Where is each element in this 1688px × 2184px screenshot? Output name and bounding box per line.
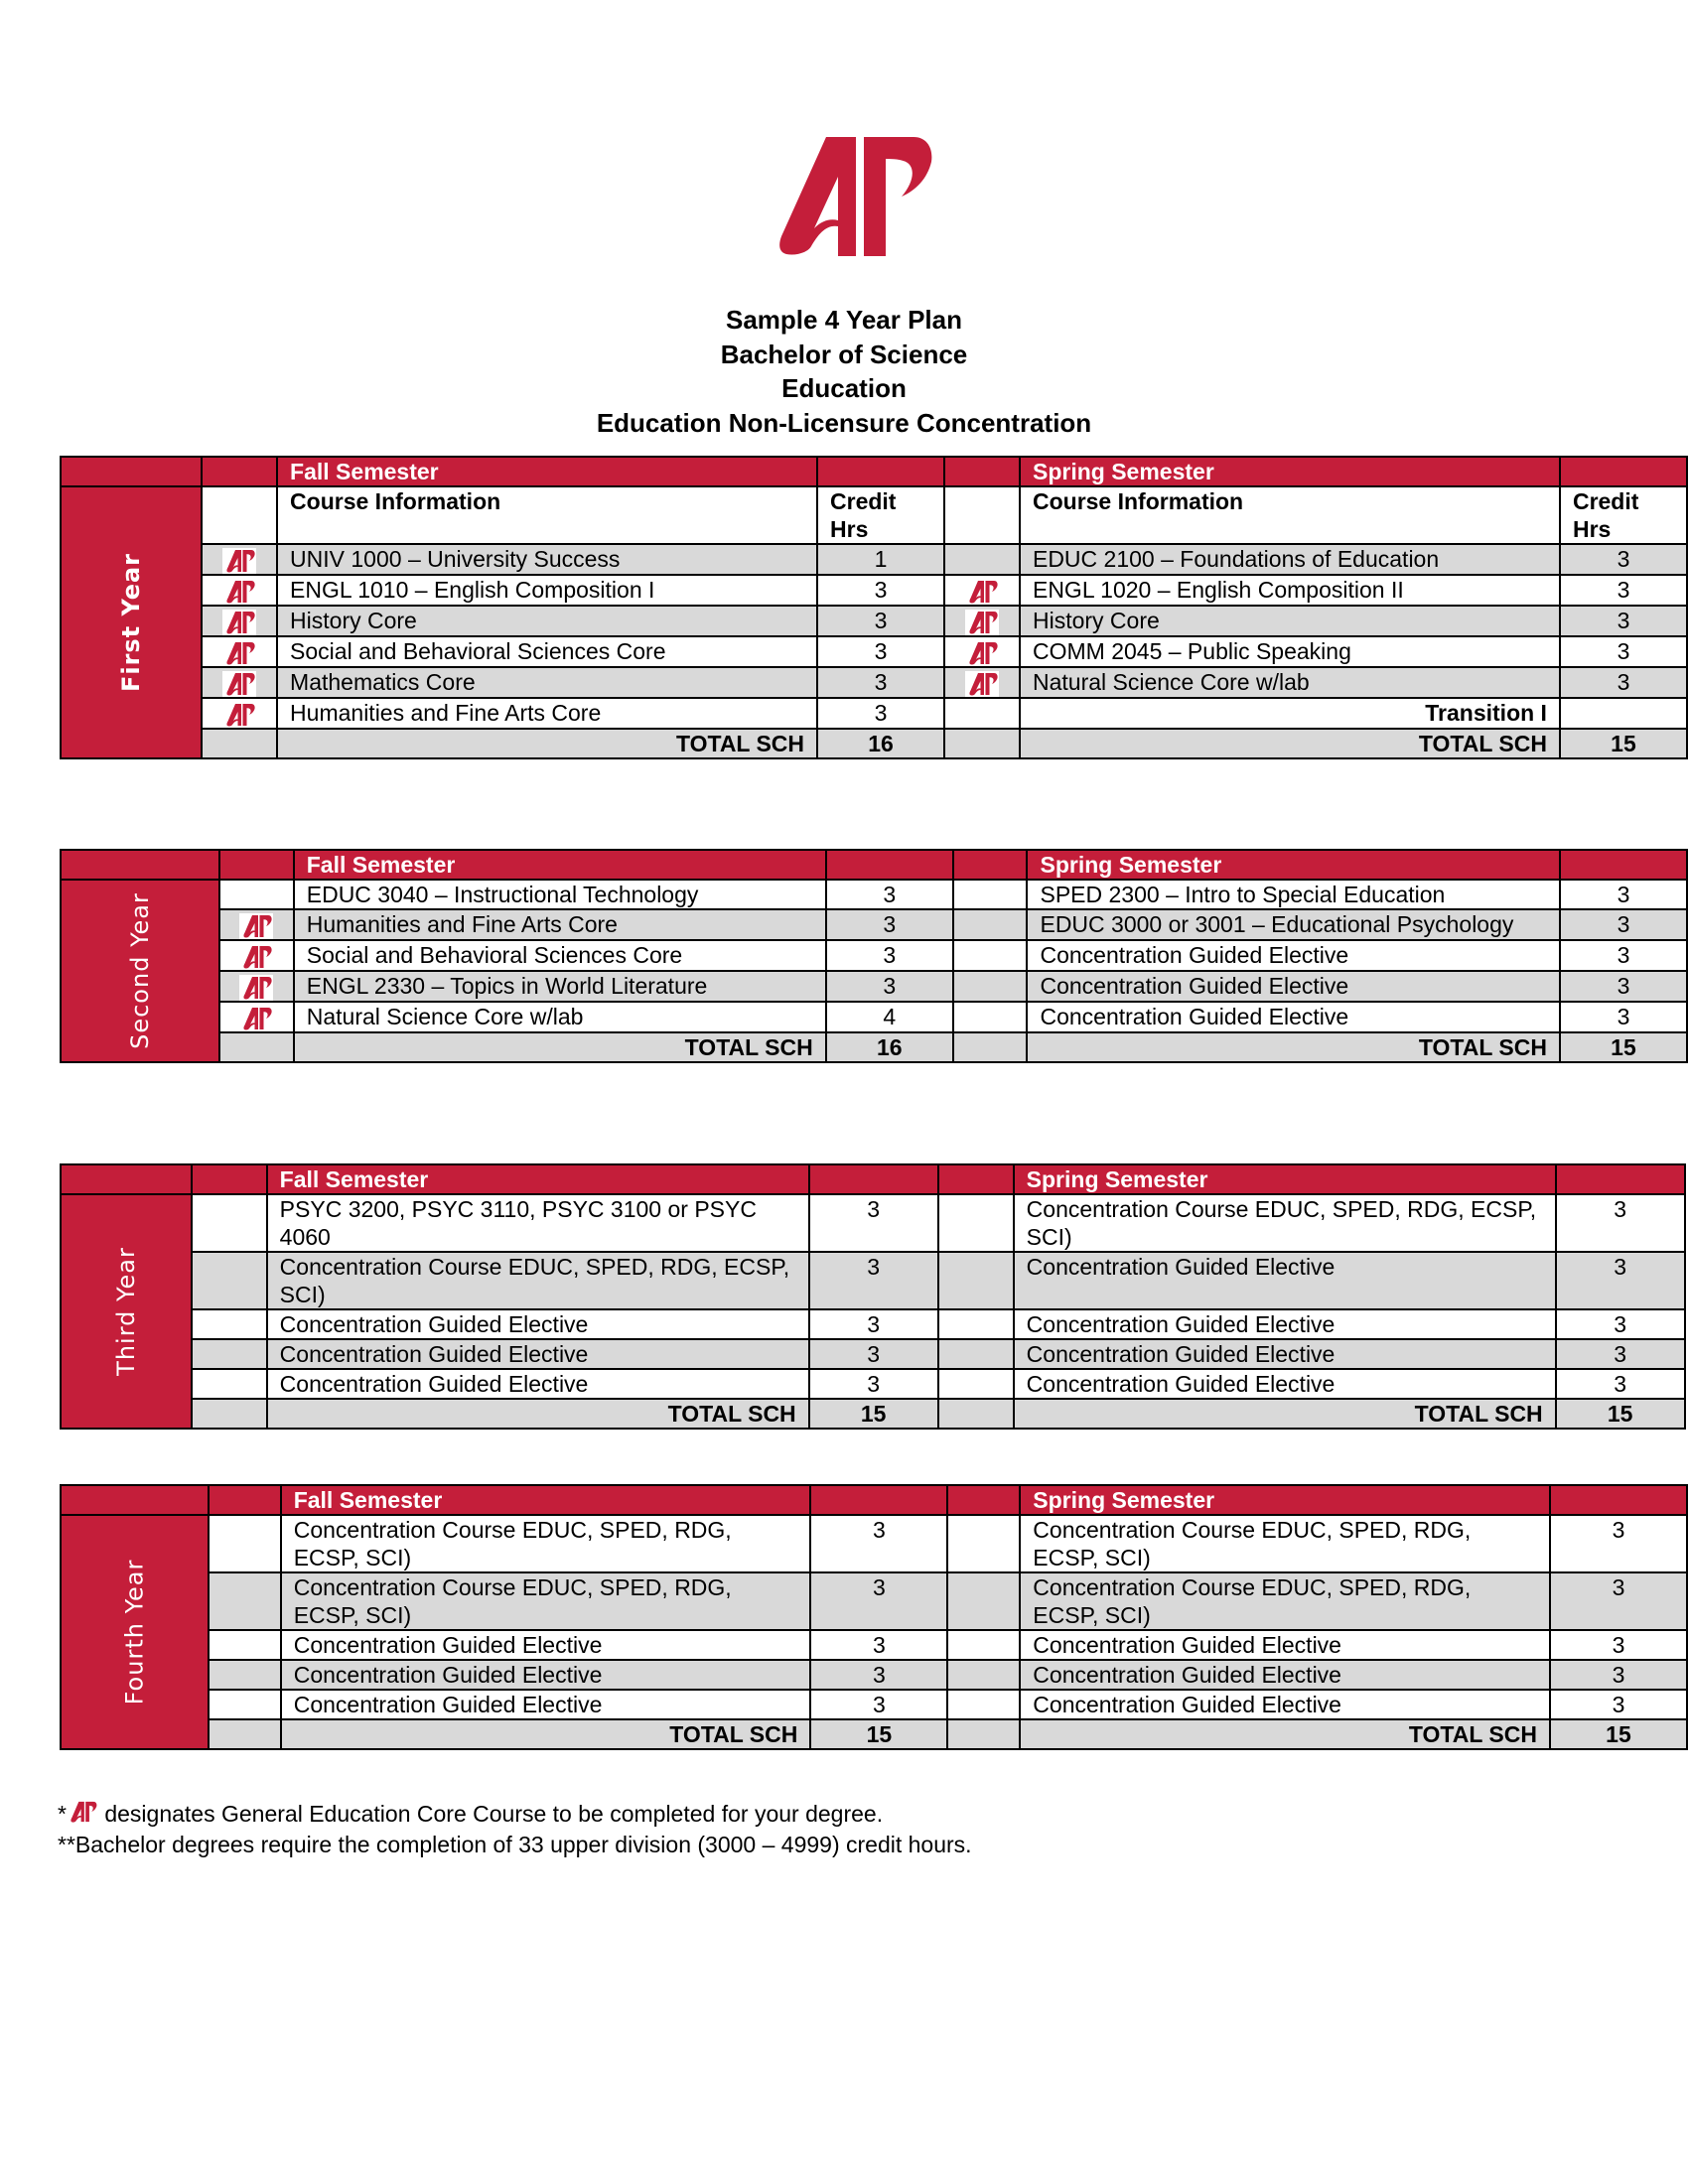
spring-course-name: Concentration Guided Elective [1027,1002,1559,1032]
total-row [61,1032,1687,1062]
spring-credit-header-cell [1560,850,1687,880]
ap-core-icon [239,975,273,1001]
fall-course-name: Humanities and Fine Arts Core [294,909,826,940]
fall-core-marker-cell [209,1572,281,1630]
course-row [61,1630,1687,1660]
fall-core-marker-cell [209,1630,281,1660]
fall-credit-header-cell [826,850,953,880]
course-row [61,971,1687,1002]
course-row [61,1339,1685,1369]
footnote-core-text: designates General Education Core Course to be completed for your degree. [97,1801,884,1827]
fall-course-credits: 3 [809,1369,938,1399]
course-row [61,698,1687,729]
course-row [61,1515,1687,1572]
course-row [61,575,1687,606]
document-title [0,303,1688,440]
spring-course-credits: 3 [1560,1002,1687,1032]
spring-total-credits: 15 [1556,1399,1685,1429]
semester-header-row [61,850,1687,880]
column-header-row [61,486,1687,544]
fall-total-label: TOTAL SCH [294,1032,826,1062]
fall-course-name: ENGL 2330 – Topics in World Literature [294,971,826,1002]
total-row [61,1399,1685,1429]
course-row [61,940,1687,971]
spring-course-credits: 3 [1550,1572,1687,1630]
fall-core-marker-cell [192,1194,267,1252]
spring-course-credits: 3 [1560,575,1687,606]
fall-course-name: Mathematics Core [277,667,817,698]
fall-course-credits: 3 [810,1660,947,1690]
spring-core-marker-cell [947,1660,1020,1690]
icon-col-header [202,486,277,544]
spring-credit-header-cell [1560,457,1687,486]
icon-header-cell [219,850,294,880]
spring-course-name: Concentration Guided Elective [1027,971,1559,1002]
course-row [61,667,1687,698]
year-table-2 [60,849,1688,1063]
icon-header-cell [953,850,1028,880]
year-label-cell [61,1515,209,1749]
fall-course-info-header: Course Information [277,486,817,544]
year-label: First Year [117,552,146,692]
fall-core-marker-cell [219,880,294,909]
title-plan: Sample 4 Year Plan [726,305,962,335]
spring-core-marker-cell [944,698,1020,729]
fall-course-credits: 3 [826,971,953,1002]
course-row [61,1369,1685,1399]
spring-course-credits: 3 [1556,1194,1685,1252]
year-label-cell [61,1194,192,1429]
fall-core-marker-cell [202,698,277,729]
fall-course-name: Concentration Guided Elective [267,1309,809,1339]
spring-core-marker-cell [938,1194,1014,1252]
footnote-asterisk: * [58,1801,67,1827]
fall-total-credits: 15 [809,1399,938,1429]
spring-course-credits: 3 [1556,1369,1685,1399]
year-label-cell [61,486,202,758]
spring-course-name: Concentration Course EDUC, SPED, RDG, ECSP, SCI) [1020,1515,1550,1572]
semester-header-row [61,1485,1687,1515]
spring-course-credits: 3 [1560,544,1687,575]
spring-core-marker-cell [944,667,1020,698]
course-row [61,1309,1685,1339]
footnote-upper-division: **Bachelor degrees require the completion of 33 upper division (3000 – 4999) credit hours. [58,1832,972,1857]
icon-header-cell [202,457,277,486]
year-label: Fourth Year [120,1559,149,1706]
spring-core-marker-cell [944,606,1020,636]
year-label-cell [61,880,219,1062]
fall-core-marker-cell [202,575,277,606]
spring-course-name: Concentration Guided Elective [1020,1690,1550,1719]
spring-course-name: History Core [1020,606,1560,636]
fall-core-marker-cell [219,1002,294,1032]
fall-course-name: ENGL 1010 – English Composition I [277,575,817,606]
fall-course-name: History Core [277,606,817,636]
spring-course-name: Concentration Guided Elective [1027,940,1559,971]
spring-course-credits: 3 [1550,1515,1687,1572]
fall-course-credits: 3 [826,940,953,971]
spring-course-name: Concentration Guided Elective [1014,1339,1556,1369]
course-row [61,909,1687,940]
fall-course-credits: 3 [817,636,944,667]
fall-core-marker-cell [219,909,294,940]
ap-core-icon [222,702,256,728]
fall-course-name: Humanities and Fine Arts Core [277,698,817,729]
spring-course-name: Natural Science Core w/lab [1020,667,1560,698]
fall-semester-heading: Fall Semester [281,1485,811,1515]
spring-core-marker-cell [953,1002,1028,1032]
fall-course-credits: 4 [826,1002,953,1032]
icon-header-cell [192,1164,267,1194]
course-row [61,880,1687,909]
ap-core-icon [222,579,256,605]
spring-course-name: Transition I [1020,698,1560,729]
year-header-cell [61,457,202,486]
spring-core-marker-cell [947,1572,1020,1630]
fall-core-marker-cell [192,1369,267,1399]
fall-course-credits: 3 [810,1572,947,1630]
course-row [61,544,1687,575]
fall-total-credits: 15 [810,1719,947,1749]
course-row [61,1572,1687,1630]
spring-course-credits: 3 [1550,1630,1687,1660]
fall-core-marker-cell [209,1515,281,1572]
year-header-cell [61,1485,209,1515]
fall-credit-header-cell [810,1485,947,1515]
fall-total-credits: 16 [817,729,944,758]
total-row [61,729,1687,758]
fall-course-name: Concentration Guided Elective [267,1339,809,1369]
ap-core-icon [965,671,999,697]
year-header-cell [61,850,219,880]
fall-course-credits: 3 [809,1194,938,1252]
course-row [61,1002,1687,1032]
fall-credit-header-cell [817,457,944,486]
ap-core-icon [222,671,256,697]
fall-semester-heading: Fall Semester [294,850,826,880]
spring-core-marker-cell [947,1630,1020,1660]
icon-header-cell [947,1485,1020,1515]
total-icon-cell [953,1032,1028,1062]
ap-core-icon [965,579,999,605]
semester-header-row [61,457,1687,486]
icon-header-cell [209,1485,281,1515]
spring-semester-heading: Spring Semester [1027,850,1559,880]
spring-course-name: Concentration Guided Elective [1014,1252,1556,1309]
spring-core-marker-cell [947,1515,1020,1572]
icon-header-cell [938,1164,1014,1194]
year-header-cell [61,1164,192,1194]
fall-course-name: EDUC 3040 – Instructional Technology [294,880,826,909]
fall-course-credits: 3 [810,1690,947,1719]
spring-total-label: TOTAL SCH [1027,1032,1559,1062]
fall-total-credits: 16 [826,1032,953,1062]
spring-course-credits: 3 [1556,1252,1685,1309]
spring-semester-heading: Spring Semester [1020,457,1560,486]
fall-course-credits: 3 [826,909,953,940]
ap-core-icon [222,610,256,635]
year-table-3 [60,1163,1686,1430]
ap-core-icon [222,548,256,574]
fall-credit-header-cell [809,1164,938,1194]
fall-course-name: Natural Science Core w/lab [294,1002,826,1032]
ap-core-icon [239,1006,273,1031]
fall-core-marker-cell [202,667,277,698]
spring-course-credits [1560,698,1687,729]
spring-core-marker-cell [944,575,1020,606]
total-icon-cell [192,1399,267,1429]
fall-course-credits: 3 [817,698,944,729]
fall-course-name: Social and Behavioral Sciences Core [277,636,817,667]
spring-core-marker-cell [944,636,1020,667]
spring-course-name: COMM 2045 – Public Speaking [1020,636,1560,667]
fall-course-credits: 3 [826,880,953,909]
fall-course-name: Concentration Guided Elective [267,1369,809,1399]
fall-course-credits: 3 [809,1309,938,1339]
spring-course-name: Concentration Course EDUC, SPED, RDG, ECSP, SCI) [1020,1572,1550,1630]
spring-core-marker-cell [953,940,1028,971]
fall-course-name: Concentration Guided Elective [281,1660,811,1690]
fall-total-label: TOTAL SCH [277,729,817,758]
spring-core-marker-cell [953,971,1028,1002]
icon-header-cell [944,457,1020,486]
spring-course-credits: 3 [1556,1309,1685,1339]
spring-course-name: Concentration Guided Elective [1014,1369,1556,1399]
year-table-1 [60,456,1688,759]
fall-course-name: Concentration Course EDUC, SPED, RDG, ECSP, SCI) [281,1515,811,1572]
fall-core-marker-cell [219,940,294,971]
spring-course-credits: 3 [1560,909,1687,940]
fall-course-credits: 3 [817,575,944,606]
course-row [61,606,1687,636]
fall-core-marker-cell [202,544,277,575]
spring-core-marker-cell [953,909,1028,940]
spring-course-credits: 3 [1560,667,1687,698]
ap-core-icon [222,640,256,666]
fall-core-marker-cell [209,1660,281,1690]
spring-core-marker-cell [944,544,1020,575]
spring-course-name: ENGL 1020 – English Composition II [1020,575,1560,606]
spring-semester-heading: Spring Semester [1020,1485,1550,1515]
spring-total-credits: 15 [1560,729,1687,758]
fall-course-name: Concentration Guided Elective [281,1690,811,1719]
spring-core-marker-cell [938,1252,1014,1309]
fall-core-marker-cell [192,1252,267,1309]
semester-header-row [61,1164,1685,1194]
fall-course-name: Social and Behavioral Sciences Core [294,940,826,971]
course-row [61,1252,1685,1309]
fall-course-name: UNIV 1000 – University Success [277,544,817,575]
fall-course-credits: 3 [817,606,944,636]
fall-total-label: TOTAL SCH [281,1719,811,1749]
spring-total-label: TOTAL SCH [1020,1719,1550,1749]
spring-course-name: EDUC 3000 or 3001 – Educational Psychology [1027,909,1559,940]
spring-semester-heading: Spring Semester [1014,1164,1556,1194]
fall-course-name: PSYC 3200, PSYC 3110, PSYC 3100 or PSYC 4060 [267,1194,809,1252]
ap-core-icon [965,640,999,666]
fall-core-marker-cell [202,636,277,667]
spring-course-credits: 3 [1556,1339,1685,1369]
ap-core-icon [239,944,273,970]
fall-course-credits: 3 [809,1339,938,1369]
spring-core-marker-cell [947,1690,1020,1719]
year-table-4 [60,1484,1688,1750]
fall-course-credits: 3 [810,1515,947,1572]
year-label: Third Year [111,1247,140,1376]
spring-course-name: EDUC 2100 – Foundations of Education [1020,544,1560,575]
fall-credit-hrs-header: Credit Hrs [817,486,944,544]
spring-course-credits: 3 [1560,880,1687,909]
title-concentration: Education Non-Licensure Concentration [596,407,1092,438]
fall-course-credits: 3 [809,1252,938,1309]
course-row [61,1194,1685,1252]
spring-course-name: SPED 2300 – Intro to Special Education [1027,880,1559,909]
total-icon-cell [209,1719,281,1749]
spring-course-name: Concentration Guided Elective [1014,1309,1556,1339]
ap-core-icon [965,610,999,635]
fall-course-credits: 3 [817,667,944,698]
title-major: Education [781,373,907,403]
total-icon-cell [219,1032,294,1062]
fall-total-label: TOTAL SCH [267,1399,809,1429]
spring-course-credits: 3 [1560,606,1687,636]
fall-course-credits: 3 [810,1630,947,1660]
total-icon-cell [947,1719,1020,1749]
spring-credit-header-cell [1556,1164,1685,1194]
course-row [61,1690,1687,1719]
fall-core-marker-cell [219,971,294,1002]
fall-course-name: Concentration Guided Elective [281,1630,811,1660]
spring-course-credits: 3 [1560,940,1687,971]
fall-course-name: Concentration Course EDUC, SPED, RDG, ECSP, SCI) [281,1572,811,1630]
spring-course-credits: 3 [1560,636,1687,667]
total-icon-cell [944,729,1020,758]
spring-course-name: Concentration Course EDUC, SPED, RDG, ECSP, SCI) [1014,1194,1556,1252]
total-icon-cell [938,1399,1014,1429]
ap-core-icon [239,913,273,939]
spring-credit-hrs-header: Credit Hrs [1560,486,1687,544]
spring-core-marker-cell [938,1309,1014,1339]
fall-core-marker-cell [192,1309,267,1339]
fall-course-name: Concentration Course EDUC, SPED, RDG, ECSP, SCI) [267,1252,809,1309]
icon-col-header [944,486,1020,544]
title-degree: Bachelor of Science [720,339,968,369]
spring-total-label: TOTAL SCH [1020,729,1560,758]
footnote-core [58,1799,972,1830]
year-label: Second Year [125,891,154,1049]
spring-total-credits: 15 [1550,1719,1687,1749]
fall-course-credits: 1 [817,544,944,575]
fall-core-marker-cell [192,1339,267,1369]
spring-core-marker-cell [938,1369,1014,1399]
spring-core-marker-cell [953,880,1028,909]
course-row [61,636,1687,667]
total-icon-cell [202,729,277,758]
spring-course-name: Concentration Guided Elective [1020,1660,1550,1690]
spring-course-info-header: Course Information [1020,486,1560,544]
footnotes [58,1799,972,1860]
fall-core-marker-cell [209,1690,281,1719]
spring-total-label: TOTAL SCH [1014,1399,1556,1429]
ap-logo-icon [757,117,935,266]
spring-course-credits: 3 [1560,971,1687,1002]
fall-core-marker-cell [202,606,277,636]
course-row [61,1660,1687,1690]
spring-total-credits: 15 [1560,1032,1687,1062]
spring-core-marker-cell [938,1339,1014,1369]
spring-course-name: Concentration Guided Elective [1020,1630,1550,1660]
ap-core-icon [67,1800,98,1824]
fall-semester-heading: Fall Semester [277,457,817,486]
spring-course-credits: 3 [1550,1690,1687,1719]
total-row [61,1719,1687,1749]
fall-semester-heading: Fall Semester [267,1164,809,1194]
spring-credit-header-cell [1550,1485,1687,1515]
spring-course-credits: 3 [1550,1660,1687,1690]
